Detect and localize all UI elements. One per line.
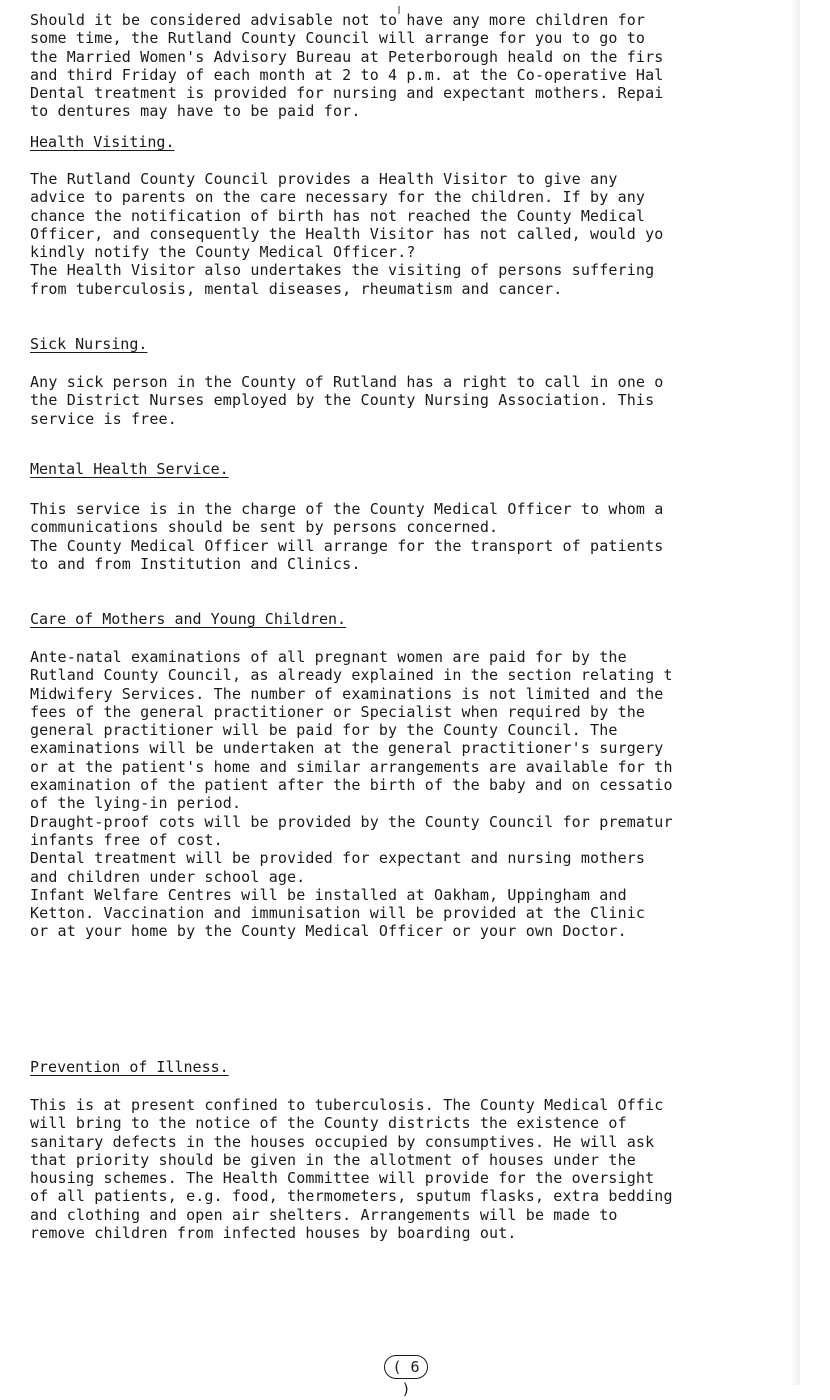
prevention-paragraph: This is at present confined to tuberculosis. The County Medical Offic will bring to the notice of the County districts the existence of sanitary defects in the houses occupied by consumptives. He will ask that priority should be given in the allotment of houses under the housing schemes. The Health Committee will provide for the oversight of all patients, e.g. food, thermometers, sputum flasks, extra bedding and clothing and open air shelters. Arrangements will be made to remove children from infected houses by boarding out. [30,1096,673,1243]
care-of-mothers-paragraph: Ante-natal examinations of all pregnant women are paid for by the Rutland County Council, as already explained in the section relating t Midwifery Services. The number of examinations is not limited and the fees of the general practitioner or Specialist when required by the general practitioner will be paid for by the County Council. The examinations will be undertaken at the general practitioner's surgery or at the patient's home and similar arrangements are available for th examination of the patient after the birth of the baby and on cessatio of the lying-in period. Draught-proof cots will be provided by the County Council for prematur infants free of cost. Dental treatment will be provided for expectant and nursing mothers and children under school age. Infant Welfare Centres will be installed at Oakham, Uppingham and Ketton. Vaccination and immunisation will be provided at the Clinic or at your home by the County Medical Officer or your own Doctor. [30,648,673,941]
heading-mental-health-service: Mental Health Service. [30,460,229,478]
page-edge-shadow [790,0,800,1385]
page-number: ( 6 ) [384,1355,428,1379]
sick-nursing-paragraph: Any sick person in the County of Rutland has a right to call in one o the District Nurses employed by the County Nursing Association. This service is free. [30,373,664,428]
heading-care-of-mothers: Care of Mothers and Young Children. [30,610,347,628]
intro-paragraph: Should it be considered advisable not to have any more children for some time, the Rutland County Council will arrange for you to go to the Married Women's Advisory Bureau at Peterborough heald on the firs and third Friday of each month at 2 to 4 p.m. at the Co-operative Hal Dental treatment is provided for nursing and expectant mothers. Repai to dentures may have to be paid for. [30,11,664,121]
page-number-value: 6 [410,1358,420,1376]
heading-prevention-of-illness: Prevention of Illness. [30,1058,229,1076]
heading-health-visiting: Health Visiting. [30,133,175,151]
heading-sick-nursing: Sick Nursing. [30,335,148,353]
health-visiting-paragraph: The Rutland County Council provides a Health Visitor to give any advice to parents on the care necessary for the children. If by any chance the notification of birth has not reached the County Medical Officer, and consequently the Health Visitor has not called, would yo kindly notify the County Medical Officer.? The Health Visitor also undertakes the visiting of persons suffering from tuberculosis, mental diseases, rheumatism and cancer. [30,170,664,298]
mental-health-paragraph: This service is in the charge of the County Medical Officer to whom a communications should be sent by persons concerned. The County Medical Officer will arrange for the transport of patients to and from Institution and Clinics. [30,500,664,573]
